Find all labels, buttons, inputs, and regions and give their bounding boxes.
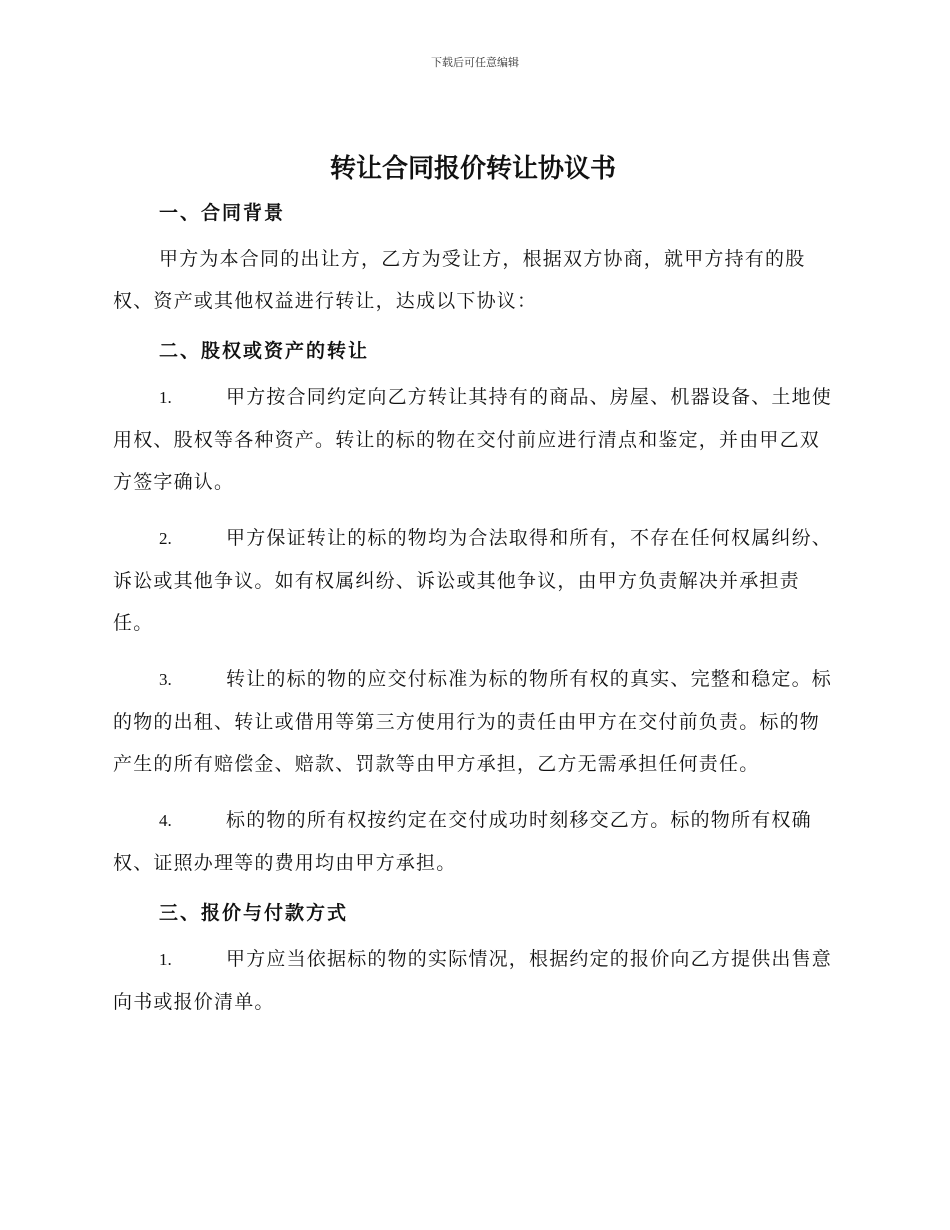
item-number: 2. [159, 529, 172, 548]
item-text: 甲方应当依据标的物的实际情况，根据约定的报价向乙方提供出售意向书或报价清单。 [113, 948, 833, 1013]
item-text: 甲方保证转让的标的物均为合法取得和所有，不存在任何权属纠纷、诉讼或其他争议。如有权属纠纷、诉讼或其他争议，由甲方负责解决并承担责任。 [113, 527, 833, 634]
item-text: 转让的标的物的应交付标准为标的物所有权的真实、完整和稳定。标的物的出租、转让或借用等第三方使用行为的责任由甲方在交付前负责。标的物产生的所有赔偿金、赔款、罚款等由甲方承担，乙方无需承担任何责任。 [113, 668, 833, 775]
item-text: 标的物的所有权按约定在交付成功时刻移交乙方。标的物所有权确权、证照办理等的费用均由甲方承担。 [113, 809, 812, 874]
transfer-item-3 [113, 658, 833, 785]
page-header-note: 下载后可任意编辑 [431, 56, 519, 69]
item-number: 1. [159, 950, 172, 969]
section-heading-pricing: 三、报价与付款方式 [159, 902, 349, 924]
section-heading-background: 一、合同背景 [159, 202, 286, 224]
pricing-item-1 [113, 938, 833, 1023]
paragraph-background: 甲方为本合同的出让方，乙方为受让方，根据双方协商，就甲方持有的股权、资产或其他权益进行转让，达成以下协议： [113, 248, 806, 312]
item-text: 甲方按合同约定向乙方转让其持有的商品、房屋、机器设备、土地使用权、股权等各种资产。转让的标的物在交付前应进行清点和鉴定，并由甲乙双方签字确认。 [113, 386, 833, 493]
item-number: 1. [159, 388, 172, 407]
transfer-item-4 [113, 799, 833, 884]
section-heading-transfer: 二、股权或资产的转让 [159, 340, 370, 362]
document-title: 转让合同报价转让协议书 [329, 154, 616, 184]
transfer-item-1 [113, 376, 833, 503]
document-body [113, 150, 833, 1037]
item-number: 4. [159, 811, 172, 830]
item-number: 3. [159, 670, 172, 689]
transfer-item-2 [113, 517, 833, 644]
